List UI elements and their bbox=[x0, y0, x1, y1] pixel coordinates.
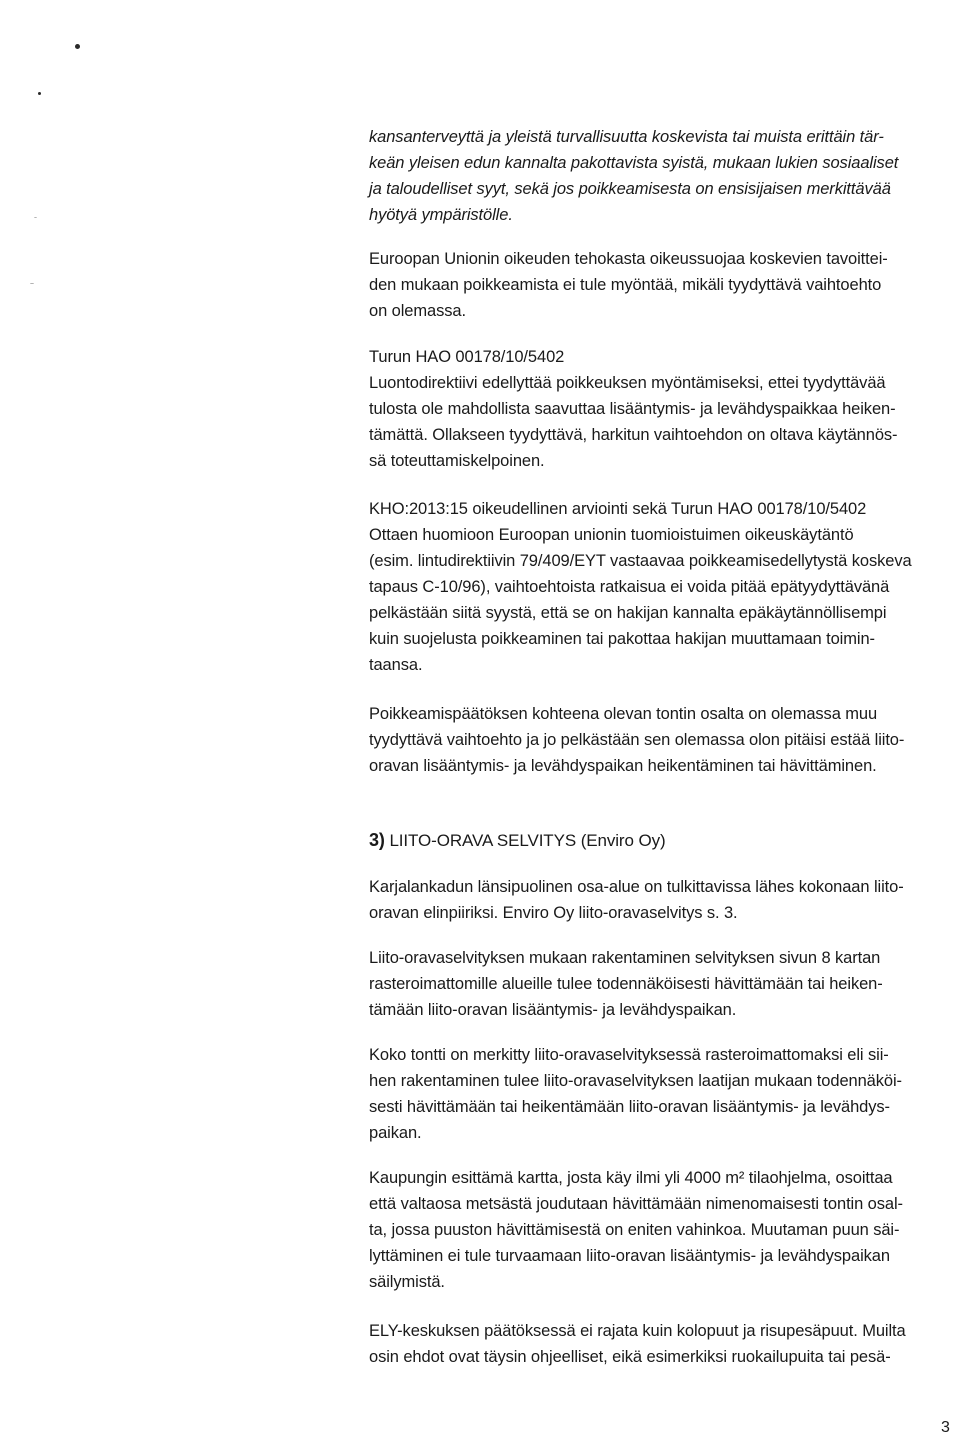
scan-dot-mark bbox=[75, 44, 80, 49]
text-line: KHO:2013:15 oikeudellinen arviointi sekä Turun HAO 00178/10/5402 bbox=[369, 500, 867, 518]
text-line: Ottaen huomioon Euroopan unionin tuomioistuimen oikeuskäytäntö bbox=[369, 526, 854, 544]
text-line: tulosta ole mahdollista saavuttaa lisääntymis- ja levähdyspaikkaa heiken- bbox=[369, 400, 896, 418]
eu-law-paragraph bbox=[369, 246, 888, 324]
text-line: taansa. bbox=[369, 656, 423, 674]
text-line: Poikkeamispäätöksen kohteena olevan tontin osalta on olemassa muu bbox=[369, 705, 878, 723]
kho-case-reference bbox=[369, 496, 866, 522]
text-line: tämään liito-oravan lisääntymis- ja levähdyspaikan. bbox=[369, 1001, 737, 1019]
text-line: rasteroimattomille alueille tulee todennäköisesti hävittämään tai heiken- bbox=[369, 975, 883, 993]
ely-centre-paragraph bbox=[369, 1318, 906, 1370]
text-line: ELY-keskuksen päätöksessä ei rajata kuin kolopuut ja risupesäpuut. Muilta bbox=[369, 1322, 906, 1340]
text-line: sesti hävittämään tai heikentämään liito-oravan lisääntymis- ja levähdys- bbox=[369, 1098, 890, 1116]
text-line: keän yleisen edun kannalta pakottavista syistä, mukaan lukien sosiaaliset bbox=[369, 154, 899, 172]
survey-paragraph bbox=[369, 945, 883, 1023]
text-line: oravan elinpiiriksi. Enviro Oy liito-oravaselvitys s. 3. bbox=[369, 904, 738, 922]
text-line: ja taloudelliset syyt, sekä jos poikkeamisesta on ensisijaisen merkittävää bbox=[369, 180, 891, 198]
scan-dash-mark bbox=[34, 217, 37, 218]
text-line: tämättä. Ollakseen tyydyttävä, harkitun vaihtoehdon on oltava käytännös- bbox=[369, 426, 898, 444]
karjalankatu-paragraph bbox=[369, 874, 904, 926]
text-line: Karjalankadun länsipuolinen osa-alue on tulkittavissa lähes kokonaan liito- bbox=[369, 878, 904, 896]
text-line: Liito-oravaselvityksen mukaan rakentaminen selvityksen sivun 8 kartan bbox=[369, 949, 881, 967]
text-line: (esim. lintudirektiivin 79/409/EYT vastaavaa poikkeamisedellytystä koskeva bbox=[369, 552, 912, 570]
whole-plot-paragraph bbox=[369, 1042, 902, 1146]
text-line: tapaus C-10/96), vaihtoehtoista ratkaisua ei voida pitää epätyydyttävänä bbox=[369, 578, 890, 596]
text-line: Koko tontti on merkitty liito-oravaselvityksessä rasteroimattomaksi eli sii- bbox=[369, 1046, 889, 1064]
exemption-decision-paragraph bbox=[369, 701, 904, 779]
text-line: osin ehdot ovat täysin ohjeelliset, eikä esimerkiksi ruokailupuita tai pesä- bbox=[369, 1348, 891, 1366]
text-line: Luontodirektiivi edellyttää poikkeuksen myöntämiseksi, ettei tyydyttävää bbox=[369, 374, 886, 392]
section-heading bbox=[369, 827, 666, 854]
section-title: LIITO-ORAVA SELVITYS (Enviro Oy) bbox=[389, 831, 666, 850]
text-line: Euroopan Unionin oikeuden tehokasta oikeussuojaa koskevien tavoittei- bbox=[369, 250, 888, 268]
text-line: pelkästään siitä syystä, että se on hakijan kannalta epäkäytännöllisempi bbox=[369, 604, 887, 622]
city-map-paragraph bbox=[369, 1165, 903, 1295]
scan-dash-mark bbox=[30, 283, 34, 284]
text-line: säilymistä. bbox=[369, 1273, 445, 1291]
text-line: ta, jossa puuston hävittämisestä on eniten vahinkoa. Muutaman puun säi- bbox=[369, 1221, 900, 1239]
scan-dot-mark bbox=[38, 92, 41, 95]
text-line: paikan. bbox=[369, 1124, 422, 1142]
text-line: kuin suojelusta poikkeaminen tai pakottaa hakijan muuttamaan toimin- bbox=[369, 630, 875, 648]
text-line: hyötyä ympäristölle. bbox=[369, 206, 513, 224]
kho-case-paragraph bbox=[369, 522, 912, 678]
hao-case-paragraph bbox=[369, 370, 897, 474]
quoted-directive-paragraph bbox=[369, 124, 898, 228]
text-line: että valtaosa metsästä joudutaan hävittämään nimenomaisesti tontin osal- bbox=[369, 1195, 903, 1213]
text-line: kansanterveyttä ja yleistä turvallisuutta koskevista tai muista erittäin tär- bbox=[369, 128, 884, 146]
hao-case-reference bbox=[369, 344, 564, 370]
text-line: tyydyttävä vaihtoehto ja jo pelkästään sen olemassa olon pitäisi estää liito- bbox=[369, 731, 905, 749]
page-number: 3 bbox=[941, 1419, 950, 1436]
text-line: Turun HAO 00178/10/5402 bbox=[369, 348, 565, 366]
text-line: on olemassa. bbox=[369, 302, 466, 320]
text-line: Kaupungin esittämä kartta, josta käy ilmi yli 4000 m² tilaohjelma, osoittaa bbox=[369, 1169, 893, 1187]
text-line: oravan lisääntymis- ja levähdyspaikan heikentäminen tai hävittäminen. bbox=[369, 757, 877, 775]
text-line: sä toteuttamiskelpoinen. bbox=[369, 452, 545, 470]
text-line: hen rakentaminen tulee liito-oravaselvityksen laatijan mukaan todennäköi- bbox=[369, 1072, 902, 1090]
section-number: 3) bbox=[369, 830, 385, 850]
text-line: lyttäminen ei tule turvaamaan liito-oravan lisääntymis- ja levähdyspaikan bbox=[369, 1247, 890, 1265]
text-line: den mukaan poikkeamista ei tule myöntää, mikäli tyydyttävä vaihtoehto bbox=[369, 276, 882, 294]
